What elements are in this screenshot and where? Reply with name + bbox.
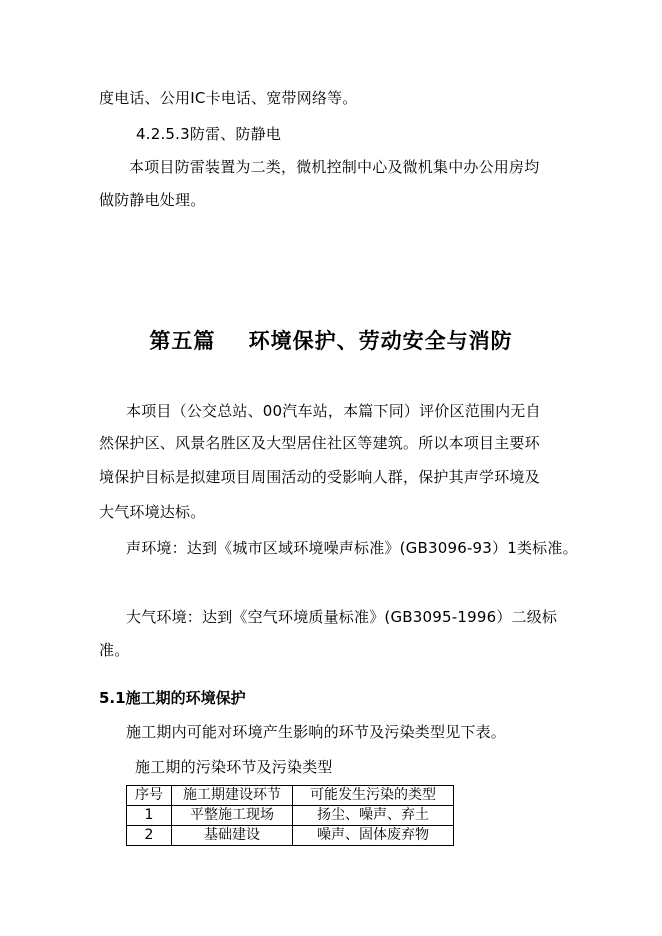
column-header: 施工期建设环节 (172, 786, 293, 806)
table-cell: 扬尘、噪声、弃土 (293, 806, 454, 826)
column-header: 序号 (127, 786, 172, 806)
text-line: 本项目防雷装置为二类，微机控制中心及微机集中办公用房均 (129, 158, 540, 176)
paragraph-line: 境保护目标是拟建项目周围活动的受影响人群，保护其声学环境及 (99, 468, 540, 486)
table-header-row (127, 786, 454, 806)
subsection-heading: 4.2.5.3防雷、防静电 (136, 125, 282, 143)
pollution-table (126, 785, 454, 846)
section-heading: 5.1施工期的环境保护 (99, 689, 246, 707)
paragraph-line: 准。 (99, 641, 130, 659)
table-cell: 噪声、固体废弃物 (293, 826, 454, 846)
paragraph-line: 大气环境：达到《空气环境质量标准》(GB3095-1996）二级标 (126, 608, 558, 626)
text-line: 度电话、公用IC卡电话、宽带网络等。 (99, 89, 358, 107)
table-cell: 1 (127, 806, 172, 826)
paragraph-line: 然保护区、风景名胜区及大型居住社区等建筑。所以本项目主要环 (99, 434, 540, 452)
paragraph-line: 本项目（公交总站、00汽车站，本篇下同）评价区范围内无自 (126, 402, 541, 420)
chapter-title: 第五篇 环境保护、劳动安全与消防 (149, 328, 513, 353)
table-row (127, 826, 454, 846)
paragraph-line: 声环境：达到《城市区域环境噪声标准》(GB3096-93）1类标准。 (126, 539, 578, 557)
text-line: 做防静电处理。 (99, 191, 206, 209)
table-cell: 平整施工现场 (172, 806, 293, 826)
table-cell: 基础建设 (172, 826, 293, 846)
table-row (127, 806, 454, 826)
section-description: 施工期内可能对环境产生影响的环节及污染类型见下表。 (126, 723, 507, 741)
table-cell: 2 (127, 826, 172, 846)
paragraph-line: 大气环境达标。 (99, 503, 206, 521)
table-caption: 施工期的污染环节及污染类型 (135, 758, 333, 776)
column-header: 可能发生污染的类型 (293, 786, 454, 806)
